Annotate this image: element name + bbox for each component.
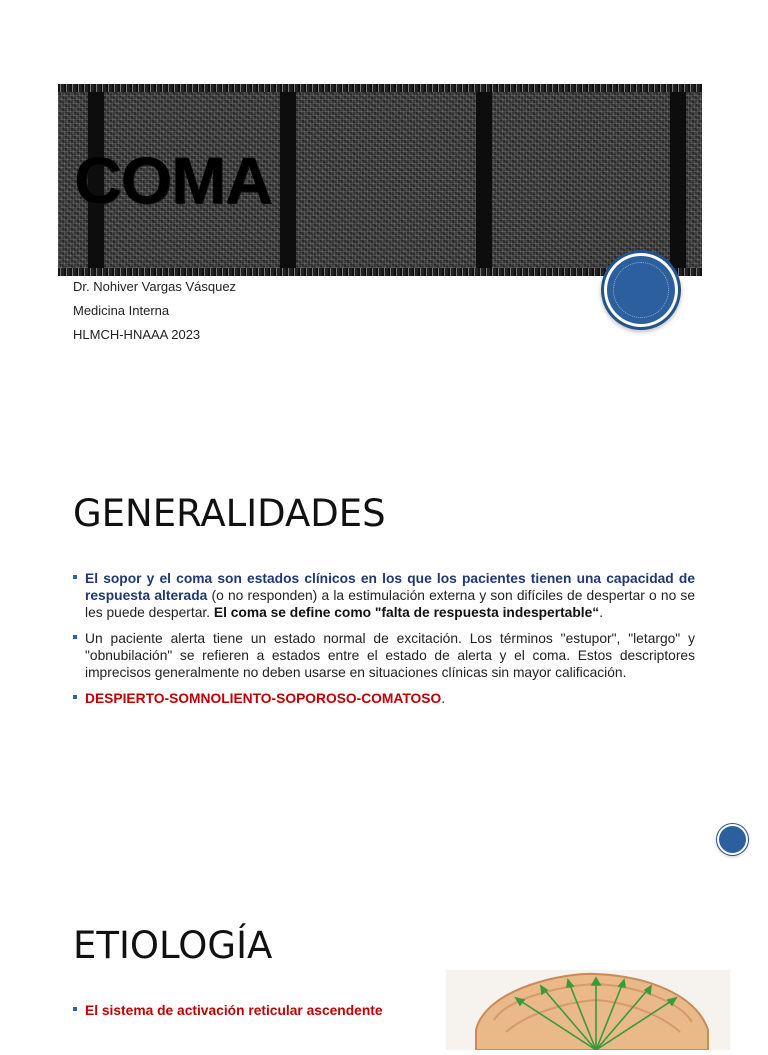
bullet-marker <box>73 635 77 639</box>
bullet-text-end: . <box>599 605 604 620</box>
bullet-list <box>73 570 695 716</box>
bullet-marker <box>73 1007 77 1011</box>
slide-heading: GENERALIDADES <box>73 492 386 535</box>
institution: HLMCH-HNAAA 2023 <box>73 327 201 342</box>
generalidades-slide <box>0 432 768 864</box>
bullet-item <box>73 570 695 621</box>
bullet-text-bold: El coma se define como "falta de respuesta indespertable“ <box>213 605 600 620</box>
bullet-list <box>73 1002 413 1028</box>
bullet-item <box>73 1002 413 1019</box>
bullet-text-red: DESPIERTO-SOMNOLIENTO-SOPOROSO-COMATOSO <box>85 691 442 706</box>
title-slide <box>0 0 768 432</box>
hero-bar <box>280 92 296 268</box>
decorative-circle <box>719 826 746 853</box>
bullet-text-end: . <box>441 691 446 706</box>
bullet-text-red: El sistema de activación reticular ascendente <box>85 1003 383 1018</box>
bullet-text: Un paciente alerta tiene un estado normal de excitación. Los términos "estupor", "letargo" y "obnubilación" se refieren a estados entre el estado de alerta y el coma. Estos descriptores imprecisos generalmente no deben usarse en situaciones clínicas sin mayor calificación. <box>85 631 695 680</box>
hero-banner-image <box>58 84 702 276</box>
hero-bar <box>670 92 686 268</box>
department: Medicina Interna <box>73 303 170 318</box>
decorative-circle <box>607 256 675 324</box>
bullet-item <box>73 630 695 681</box>
bullet-marker <box>73 695 77 699</box>
bullet-text: (o no responden) a la estimulación externa y son difíciles de despertar o no se les puede despertar. <box>85 588 695 620</box>
hero-bar <box>476 92 492 268</box>
hero-band-bottom <box>58 268 702 276</box>
author-name: Dr. Nohiver Vargas Vásquez <box>73 279 237 294</box>
bullet-item <box>73 690 695 707</box>
brain-illustration <box>446 970 730 1050</box>
slide-title: COMA <box>74 143 272 217</box>
slide-heading: ETIOLOGÍA <box>73 924 273 967</box>
bullet-text-highlight: El sopor y el coma son estados clínicos en los que los pacientes tienen una capacidad de respuesta alterada <box>85 571 695 603</box>
etiologia-slide <box>0 864 768 1024</box>
bullet-marker <box>73 575 77 579</box>
brain-diagram <box>446 970 730 1050</box>
hero-band-top <box>58 84 702 92</box>
